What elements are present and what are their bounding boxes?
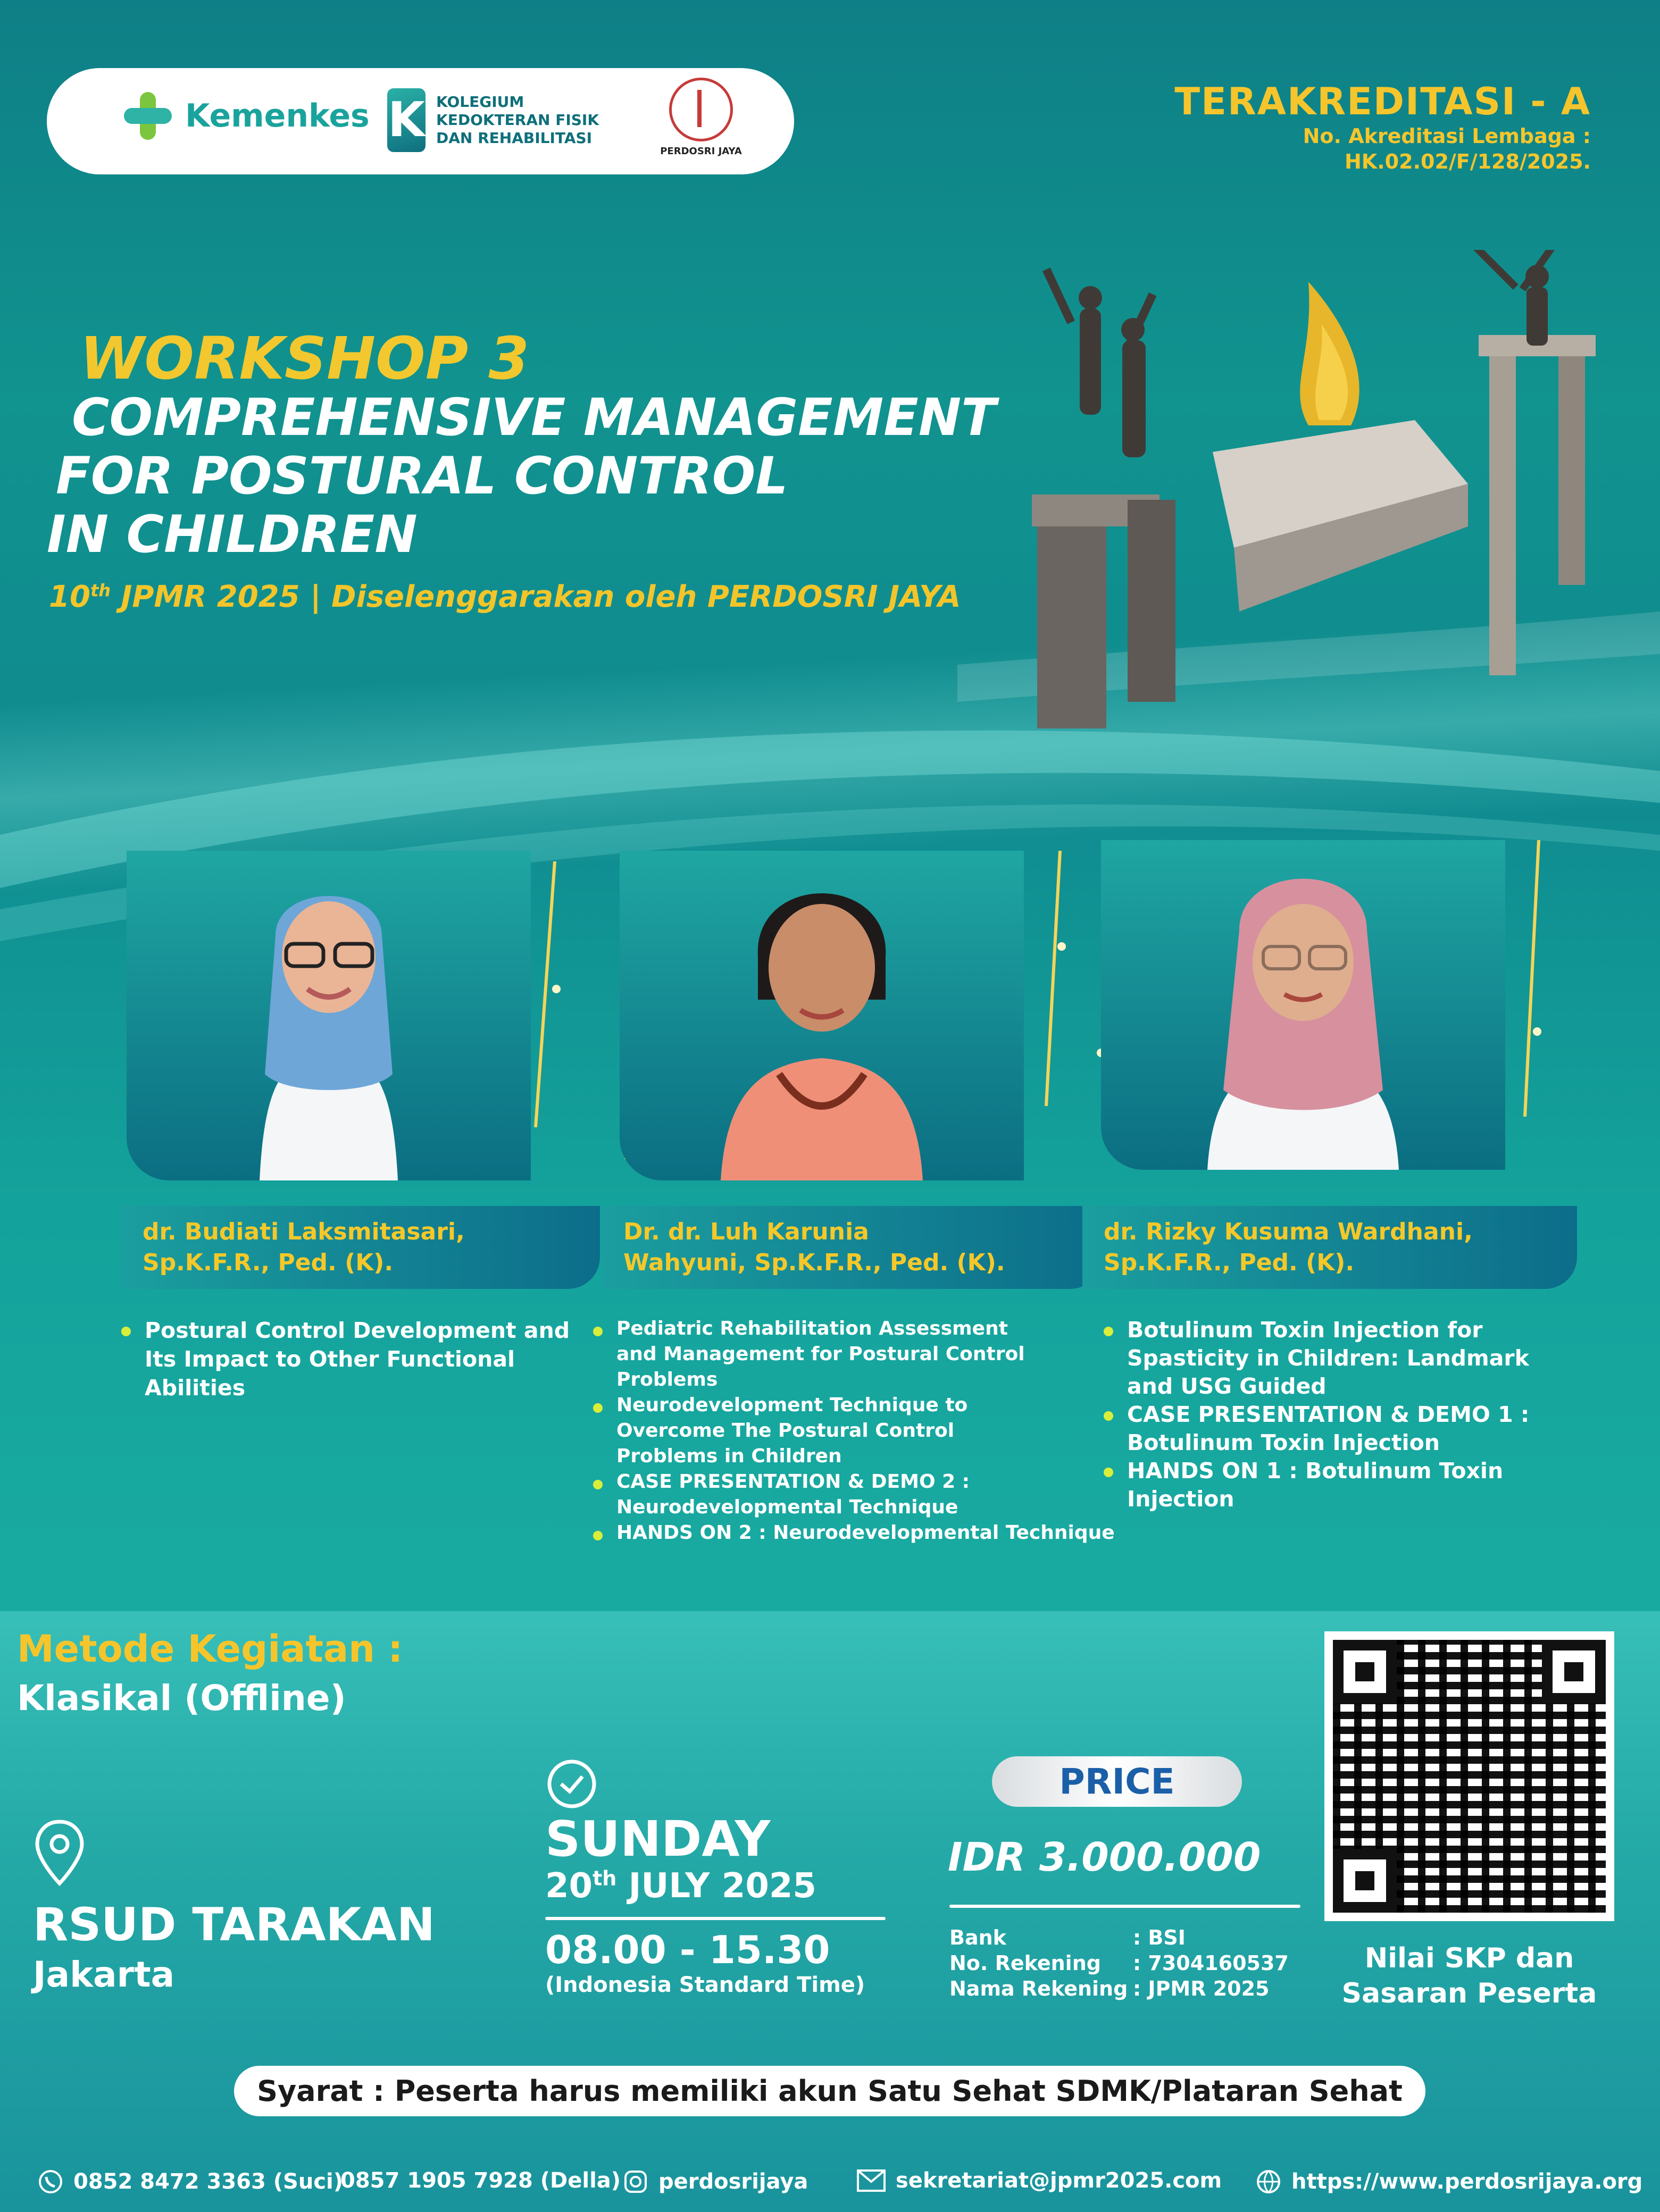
requirement-banner: Syarat : Peserta harus memiliki akun Satu Sehat SDMK/Plataran Sehat [234, 2066, 1425, 2116]
bank-row [949, 1950, 1289, 1976]
speaker-3-name-line2: Sp.K.F.R., Ped. (K). [1104, 1249, 1355, 1276]
bank-row-value: : 7304160537 [1133, 1951, 1289, 1975]
whatsapp-icon [37, 2168, 64, 2195]
footer-contacts [0, 2154, 1660, 2212]
topic-item: CASE PRESENTATION & DEMO 1 : Botulinum Toxin Injection [1104, 1401, 1572, 1457]
globe-icon [1255, 2168, 1282, 2195]
footer-email[interactable] [856, 2168, 1222, 2193]
perdosri-logo [658, 78, 744, 157]
topic-item: CASE PRESENTATION & DEMO 2 : Neurodevelopmental Technique [593, 1469, 1053, 1520]
footer-phone-2[interactable] [340, 2168, 621, 2193]
venue-city: Jakarta [33, 1954, 175, 1995]
kolegium-label: KOLEGIUM KEDOKTERAN FISIK DAN REHABILITASI [436, 93, 599, 147]
bank-details [949, 1925, 1289, 2001]
speaker-3-name-line1: dr. Rizky Kusuma Wardhani, [1104, 1218, 1473, 1245]
event-subtitle [49, 580, 961, 614]
speaker-3-portrait [1101, 840, 1505, 1170]
event-day: SUNDAY [545, 1811, 771, 1867]
kemenkes-logo [121, 89, 370, 143]
venue-name: RSUD TARAKAN [33, 1898, 435, 1951]
event-time: 08.00 - 15.30 [545, 1928, 830, 1972]
speaker-1-name-line1: dr. Budiati Laksmitasari, [143, 1218, 465, 1245]
subtitle-number: 10 [49, 580, 90, 614]
bank-row-key: Nama Rekening [949, 1977, 1128, 2000]
email-icon [856, 2169, 886, 2192]
clock-icon [545, 1757, 598, 1811]
bank-row-key: Bank [949, 1926, 1006, 1949]
speaker-1-topics [121, 1316, 579, 1402]
footer-phone-2-text: 0857 1905 7928 (Della) [340, 2168, 621, 2193]
price-label: PRICE [992, 1756, 1242, 1807]
kemenkes-label: Kemenkes [185, 97, 370, 135]
speaker-1-name [121, 1206, 600, 1289]
instagram-icon [622, 2168, 649, 2195]
footer-instagram-text: perdosrijaya [658, 2169, 808, 2194]
speaker-1-portrait [127, 851, 531, 1180]
date-text: JULY 2025 [616, 1866, 816, 1906]
speaker-3-topics [1104, 1316, 1572, 1513]
subtitle-text: JPMR 2025 | Diselenggarakan oleh PERDOSRI JAYA [111, 580, 961, 614]
speaker-1-name-line2: Sp.K.F.R., Ped. (K). [143, 1249, 394, 1276]
title-line-1: COMPREHENSIVE MANAGEMENT [72, 388, 996, 447]
footer-website-text: https://www.perdosrijaya.org [1291, 2169, 1643, 2194]
speaker-2-topics [593, 1316, 1120, 1546]
date-number: 20 [545, 1866, 593, 1906]
bank-row [949, 1976, 1289, 2001]
speaker-3-photo [1101, 840, 1505, 1170]
speaker-1-photo [127, 851, 531, 1180]
speaker-2-name [602, 1206, 1102, 1289]
qr-caption-line2: Sasaran Peserta [1341, 1978, 1597, 2009]
monument-illustration [1011, 250, 1596, 728]
speaker-2-photo [620, 851, 1024, 1180]
location-pin-icon [33, 1819, 86, 1888]
date-divider [545, 1917, 886, 1920]
method-value: Klasikal (Offline) [17, 1678, 346, 1719]
topic-item: Postural Control Development and Its Impact to Other Functional Abilities [121, 1316, 579, 1402]
method-label: Metode Kegiatan : [17, 1627, 403, 1671]
accreditation-block [1174, 80, 1591, 174]
bank-row-key: No. Rekening [949, 1951, 1101, 1975]
accreditation-number: HK.02.02/F/128/2025. [1345, 150, 1591, 173]
topic-item: Botulinum Toxin Injection for Spasticity in Children: Landmark and USG Guided [1104, 1316, 1572, 1401]
subtitle-sup: th [90, 580, 111, 601]
perdosri-seal-icon [669, 78, 733, 141]
footer-phone[interactable] [37, 2168, 343, 2195]
price-divider [949, 1905, 1300, 1908]
kolegium-k-icon: K [387, 88, 426, 152]
bank-row-value: : JPMR 2025 [1133, 1977, 1270, 2000]
footer-phone-text: 0852 8472 3363 (Suci) [73, 2169, 344, 2194]
kolegium-logo [387, 88, 628, 152]
bank-row-value: : BSI [1133, 1926, 1186, 1949]
logo-bar [47, 68, 794, 174]
speaker-2-portrait [620, 851, 1024, 1180]
qr-pattern [1333, 1640, 1606, 1913]
title-line-3: IN CHILDREN [47, 505, 418, 564]
qr-finder [1542, 1640, 1606, 1704]
qr-caption [1298, 1941, 1641, 2011]
event-date [545, 1866, 816, 1906]
workshop-number: WORKSHOP 3 [80, 324, 530, 392]
perdosri-label: PERDOSRI JAYA [660, 146, 742, 157]
footer-instagram[interactable] [622, 2168, 808, 2195]
qr-finder [1333, 1849, 1397, 1913]
topic-item: HANDS ON 2 : Neurodevelopmental Technique [593, 1520, 1120, 1546]
bank-row [949, 1925, 1289, 1950]
footer-email-text: sekretariat@jpmr2025.com [896, 2168, 1222, 2193]
footer-website[interactable] [1255, 2168, 1642, 2195]
event-timezone: (Indonesia Standard Time) [545, 1973, 865, 1997]
topic-item: HANDS ON 1 : Botulinum Toxin Injection [1104, 1457, 1572, 1513]
accreditation-label: No. Akreditasi Lembaga : [1303, 124, 1591, 148]
kemenkes-icon [121, 89, 174, 143]
qr-finder [1333, 1640, 1397, 1704]
speaker-2-name-line2: Wahyuni, Sp.K.F.R., Ped. (K). [623, 1249, 1005, 1276]
topic-item: Pediatric Rehabilitation Assessment and Management for Postural Control Problems [593, 1316, 1053, 1393]
title-line-2: FOR POSTURAL CONTROL [56, 446, 788, 506]
registration-qr-code[interactable] [1324, 1631, 1614, 1921]
topic-item: Neurodevelopment Technique to Overcome The Postural Control Problems in Children [593, 1393, 1053, 1469]
speaker-3-name [1082, 1206, 1577, 1289]
accreditation-title: TERAKREDITASI - A [1174, 80, 1591, 123]
price-value: IDR 3.000.000 [948, 1834, 1261, 1880]
qr-caption-line1: Nilai SKP dan [1364, 1942, 1574, 1974]
date-sup: th [593, 1866, 617, 1890]
speaker-2-name-line1: Dr. dr. Luh Karunia [623, 1218, 869, 1245]
